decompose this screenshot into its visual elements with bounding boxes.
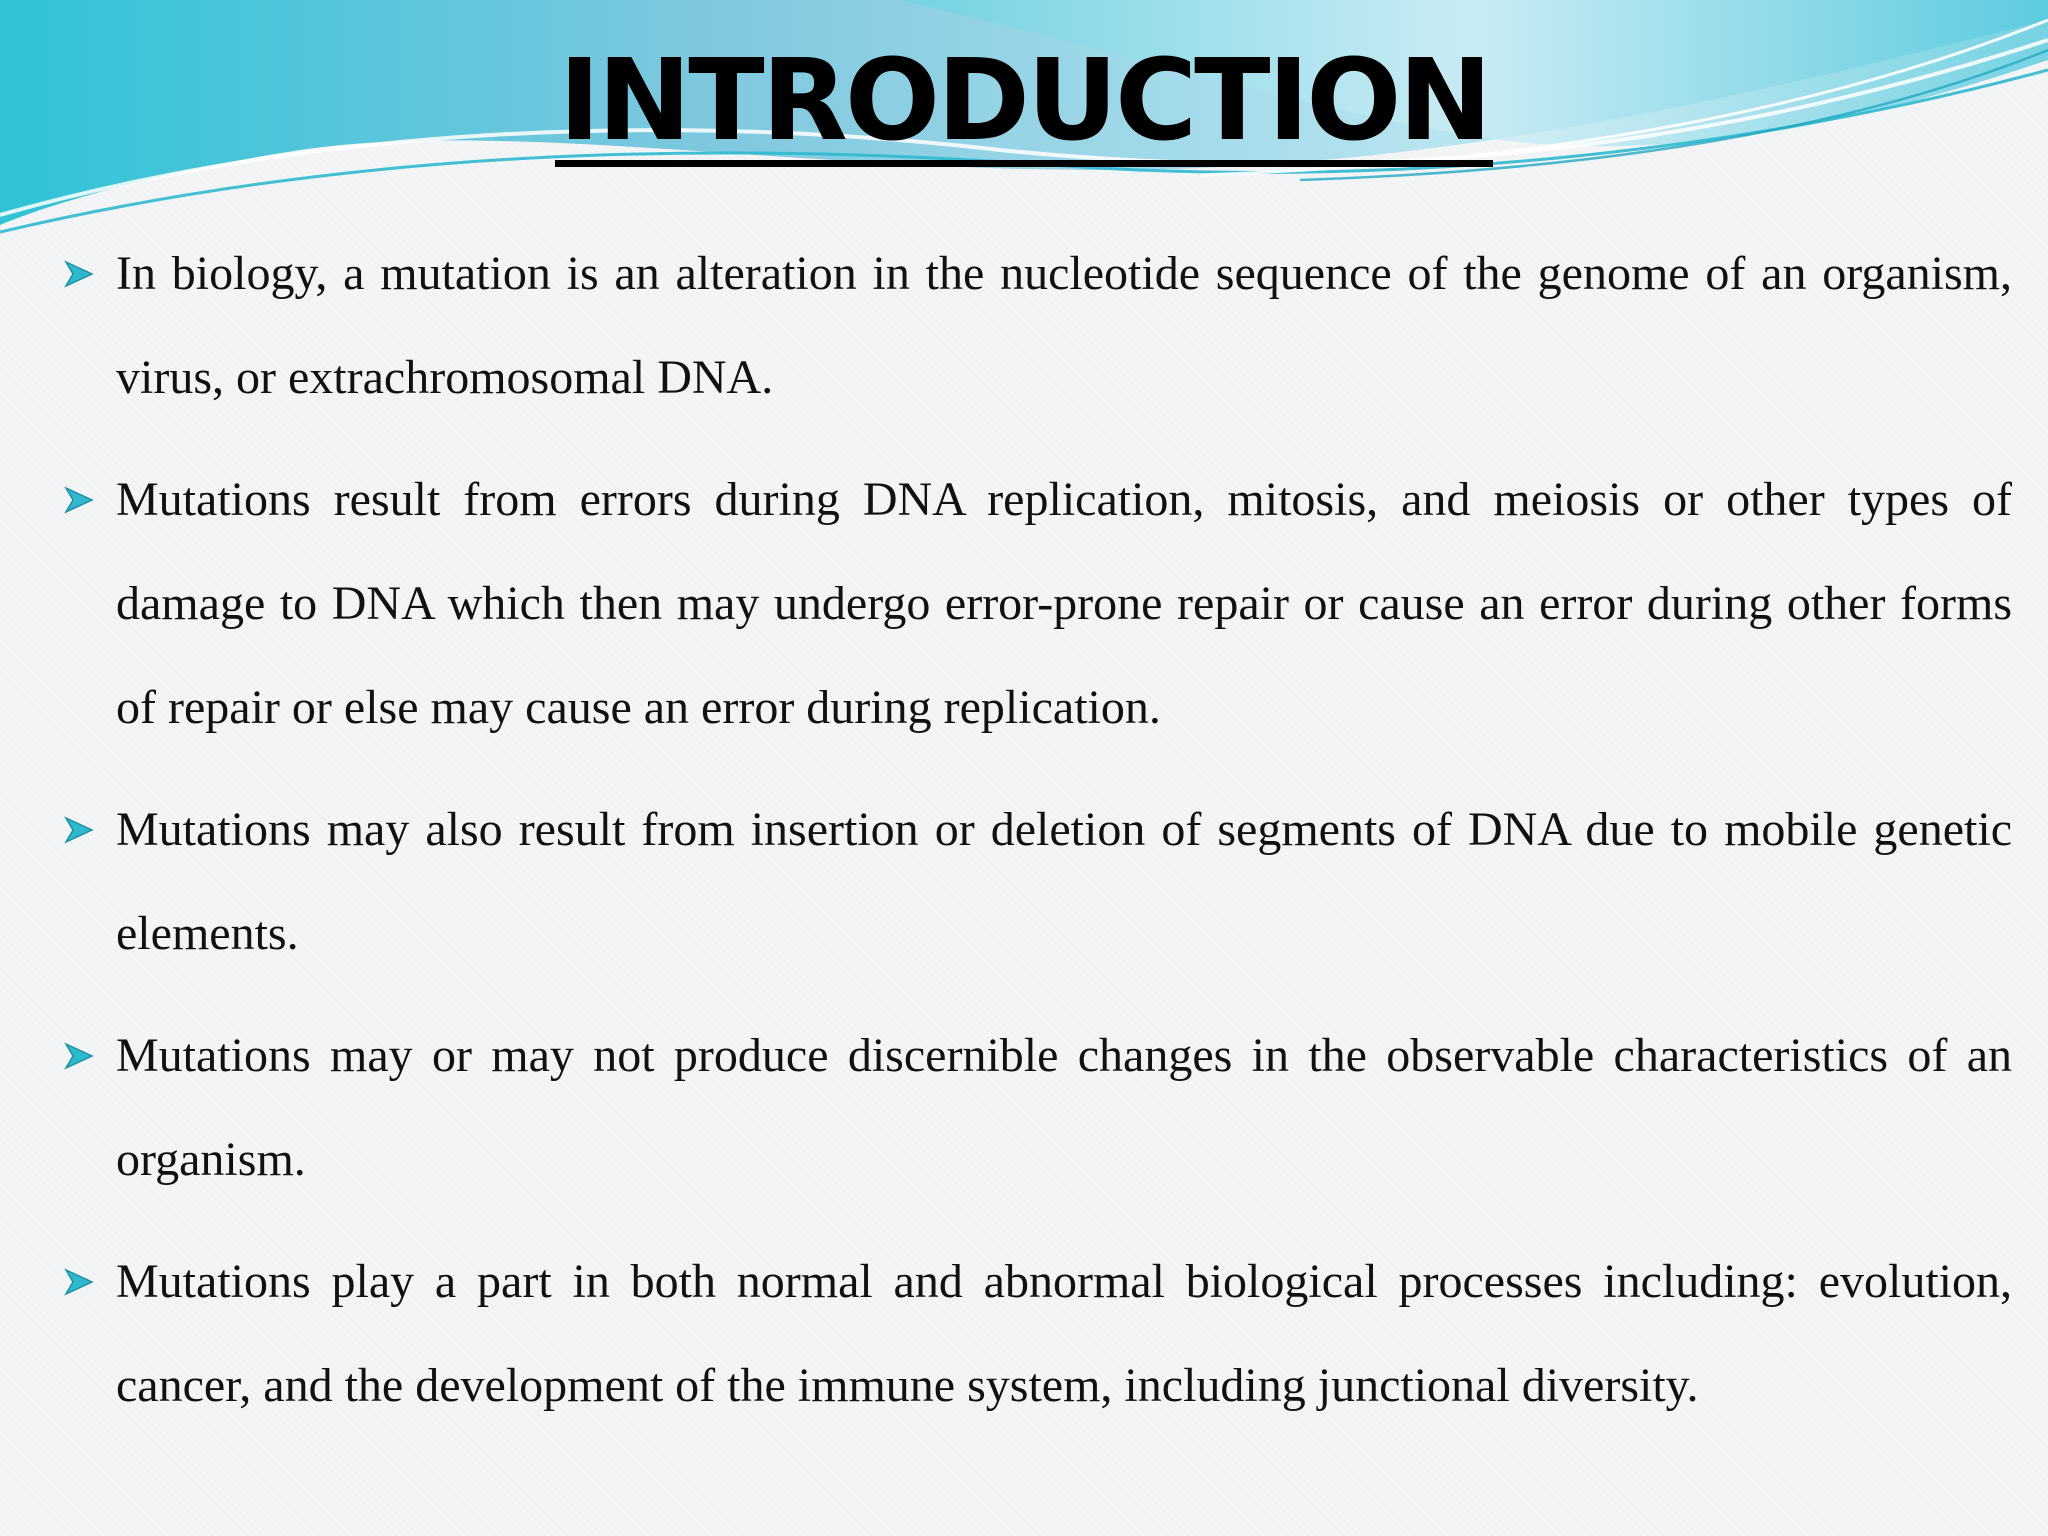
list-item [54,448,2012,760]
list-item [54,778,2012,986]
page-title [0,36,2048,167]
bullet-text: In biology, a mutation is an alteration in the nucleotide sequence of the genome of an organism, virus, or extrachromosomal DNA. [116,247,2012,404]
bullet-text: Mutations play a part in both normal and abnormal biological processes including: evolution, cancer, and the development of the immune system, including junctional diversity. [116,1255,2012,1412]
list-item [54,222,2012,430]
arrowhead-bullet-icon [58,778,98,882]
arrowhead-bullet-icon [58,1230,98,1334]
list-item [54,1230,2012,1438]
bullet-text: Mutations result from errors during DNA replication, mitosis, and meiosis or other types of damage to DNA which then may undergo error-prone repair or cause an error during other forms of repair or else may cause an error during replication. [116,473,2012,734]
list-item [54,1004,2012,1212]
arrowhead-bullet-icon [58,222,98,326]
bullet-text: Mutations may or may not produce discernible changes in the observable characteristics of an organism. [116,1029,2012,1186]
arrowhead-bullet-icon [58,1004,98,1108]
arrowhead-bullet-icon [58,448,98,552]
page-title-text: INTRODUCTION [555,42,1493,167]
bullet-list [54,222,2012,1456]
bullet-text: Mutations may also result from insertion or deletion of segments of DNA due to mobile genetic elements. [116,803,2012,960]
